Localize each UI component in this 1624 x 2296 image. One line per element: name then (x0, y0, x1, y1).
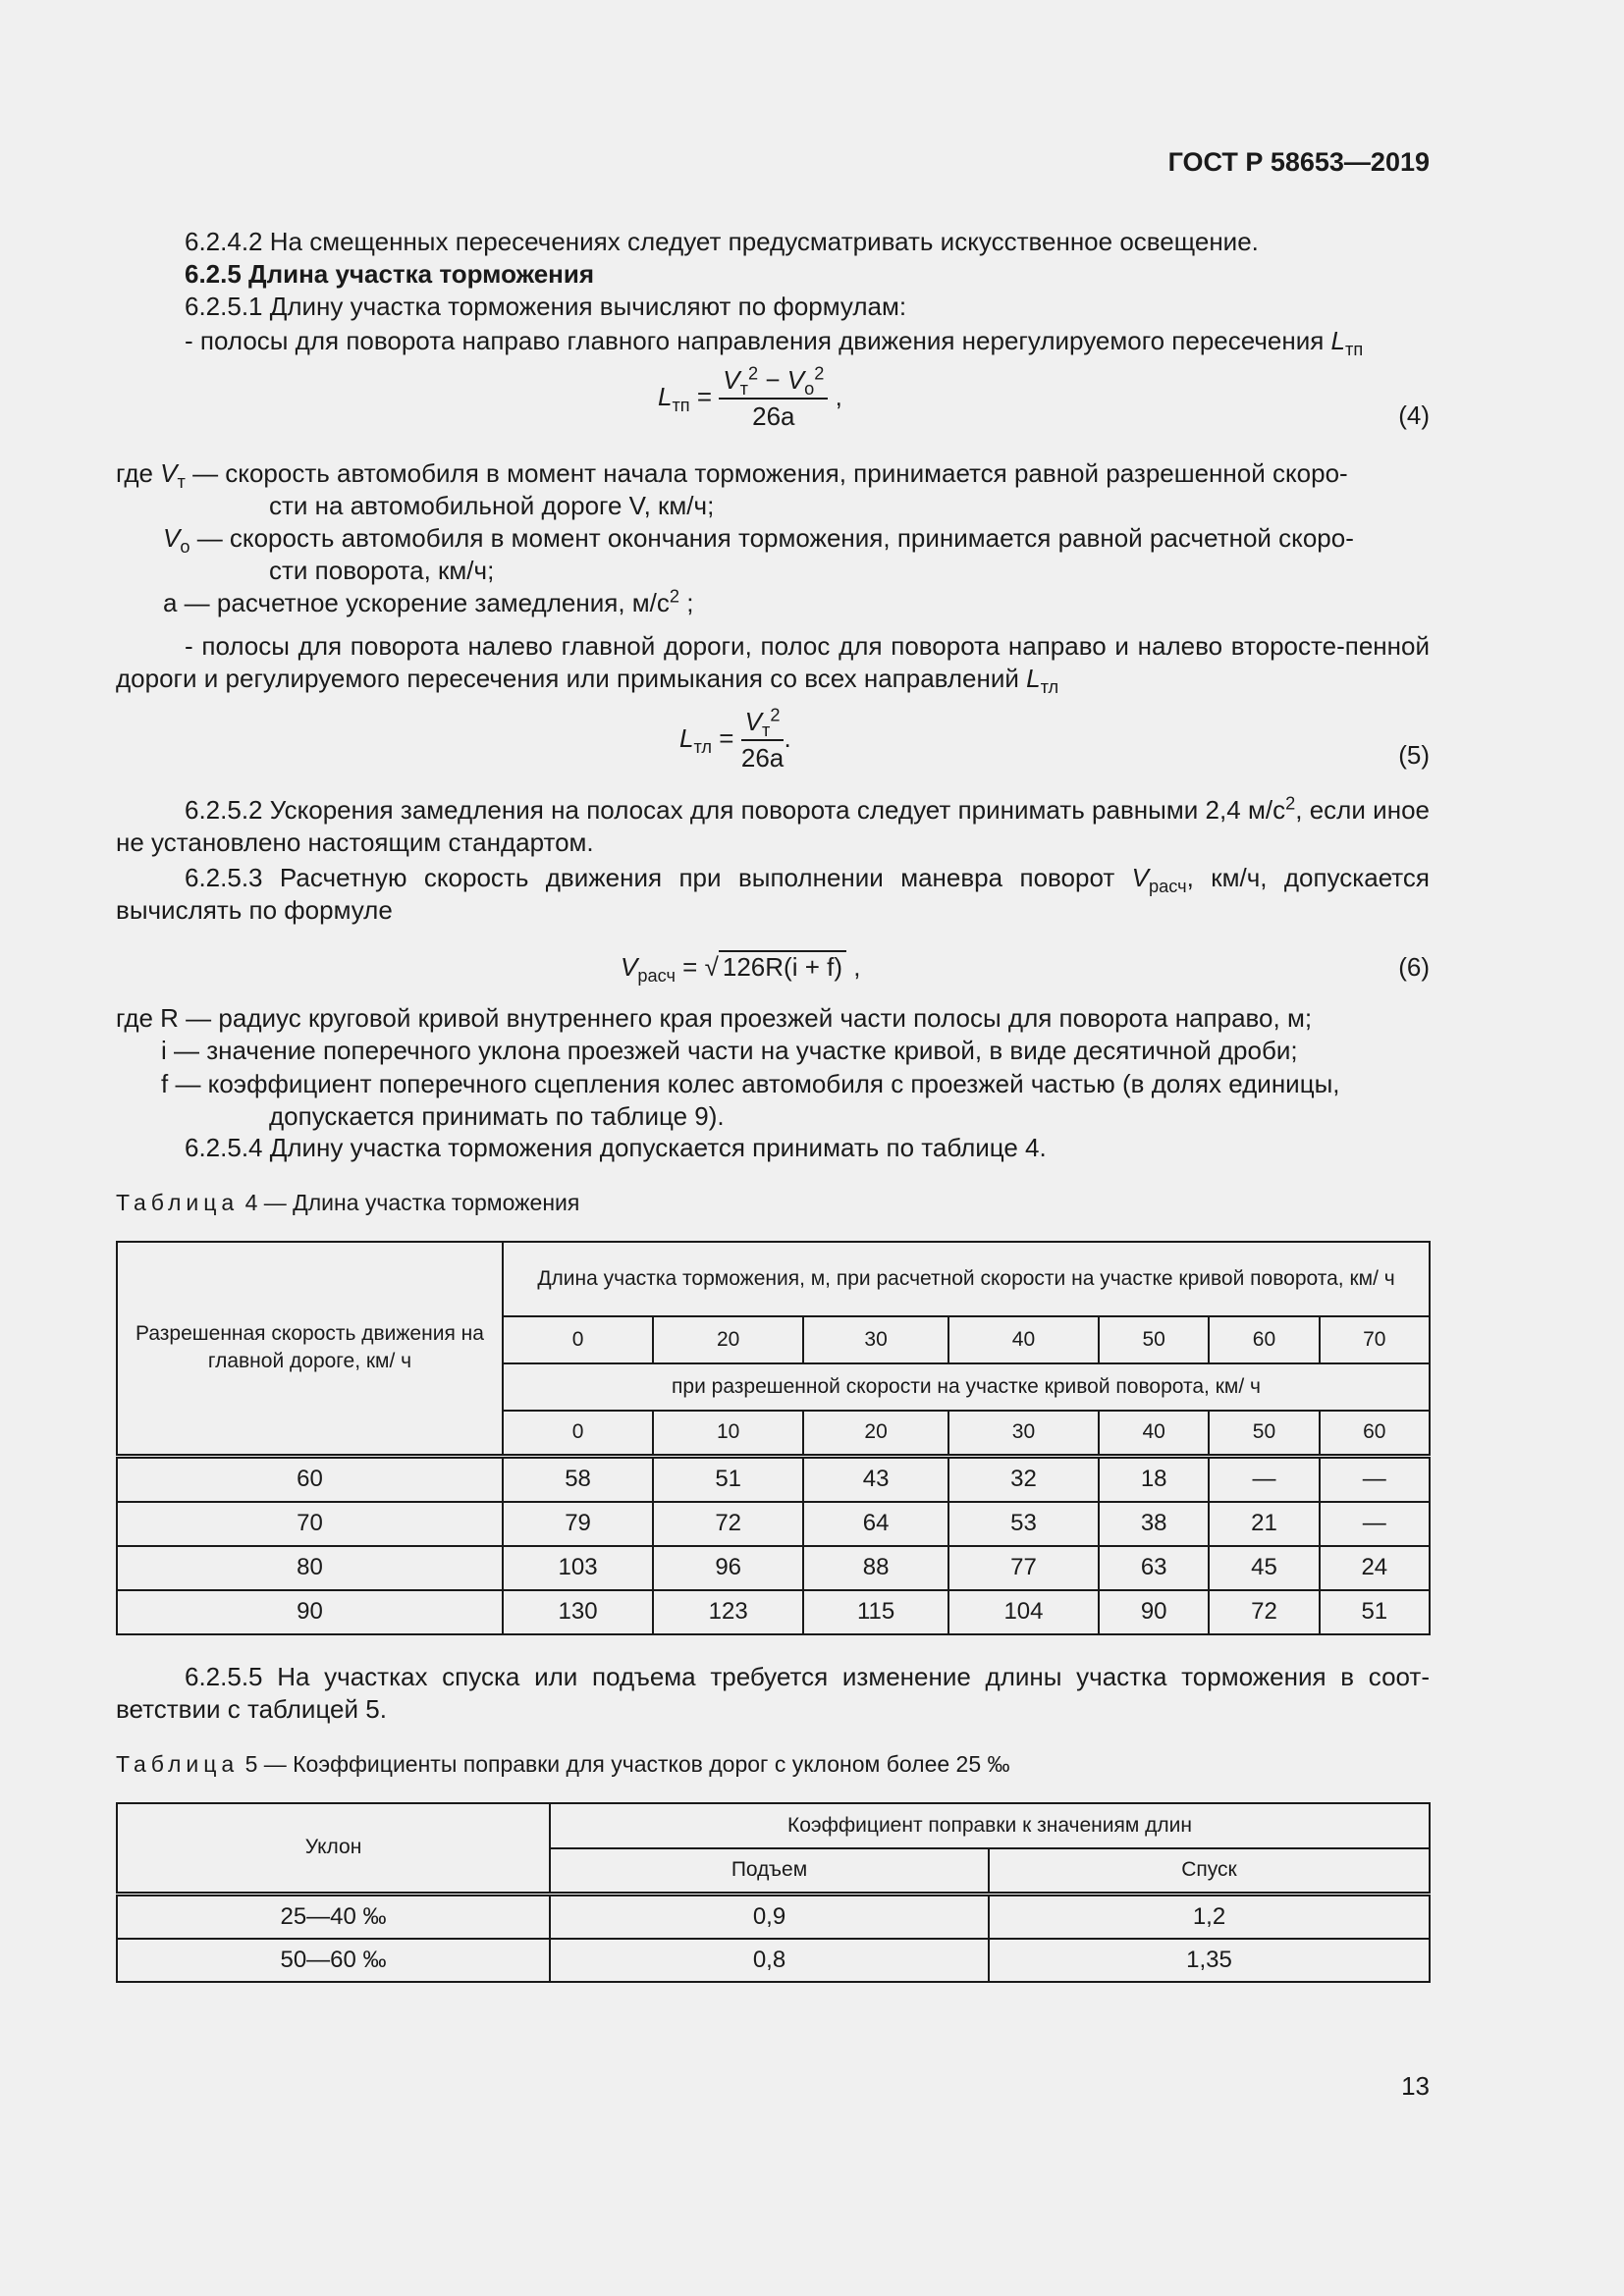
formula-6-number: (6) (1398, 952, 1430, 982)
table-cell: 18 (1099, 1456, 1209, 1502)
table-row (117, 1590, 1430, 1634)
table-4-speed-b: 10 (653, 1411, 803, 1456)
table-4-speed-b: 20 (803, 1411, 948, 1456)
formula-4-number: (4) (1398, 400, 1430, 430)
formula-5-number: (5) (1398, 740, 1430, 770)
table-cell: 80 (117, 1546, 503, 1590)
radicand: 126R(i + f) (719, 950, 846, 983)
table-cell: 77 (948, 1546, 1099, 1590)
table-cell: 45 (1209, 1546, 1319, 1590)
table-4-speed-a: 70 (1320, 1316, 1430, 1363)
table-row (117, 1456, 1430, 1502)
table-cell: 90 (117, 1590, 503, 1634)
table-4-speed-a: 50 (1099, 1316, 1209, 1363)
bullet-right-turn-main: - полосы для поворота направо главного направления движения нерегулируемого пересечения $L_{тп}$ (185, 326, 1364, 360)
where-vt: где $V_т$ — скорость автомобиля в момент начала торможения, принимается равной разрешенной скоро- сти на автомобильной дороге V, км/ч; (116, 458, 1348, 520)
table-5-caption: Таблица 5 — Коэффициенты поправки для участков дорог с уклоном более 25 ‰ (116, 1751, 1010, 1777)
table-cell: 72 (653, 1502, 803, 1546)
table-cell: 123 (653, 1590, 803, 1634)
table-cell: 90 (1099, 1590, 1209, 1634)
formula-6: $V_{расч}$ = √ 126R(i + f) , (621, 952, 861, 987)
table-row (117, 1546, 1430, 1590)
table-cell: 24 (1320, 1546, 1430, 1590)
table-cell: 38 (1099, 1502, 1209, 1546)
table-4-speed-a: 30 (803, 1316, 948, 1363)
table-cell: 60 (117, 1456, 503, 1502)
table-cell: 96 (653, 1546, 803, 1590)
table-cell: 32 (948, 1456, 1099, 1502)
table-row (117, 1894, 1430, 1939)
table-cell: 43 (803, 1456, 948, 1502)
table-cell: 64 (803, 1502, 948, 1546)
table-cell: 1,2 (989, 1894, 1430, 1939)
bullet-left-turn: - полосы для поворота налево главной дороги, полос для поворота направо и налево второсте-пенной дороги и регулируемого пересечения или примыкания со всех направлений $L_{тл}$ (116, 631, 1430, 698)
table-cell: 51 (653, 1456, 803, 1502)
table-cell: 21 (1209, 1502, 1319, 1546)
table-4-speed-b: 40 (1099, 1411, 1209, 1456)
para-6-2-5-2: 6.2.5.2 Ускорения замедления на полосах для поворота следует принимать равными 2,4 $м/с^2$, если иное не установлено настоящим стандартом. (116, 793, 1430, 857)
page-number: 13 (1401, 2071, 1430, 2101)
table-5-col-descent: Спуск (989, 1848, 1430, 1894)
where-r: где R — радиус круговой кривой внутреннего края проезжей части полосы для поворота направо, м; (116, 1003, 1313, 1033)
table-cell: 1,35 (989, 1939, 1430, 1982)
para-6-2-5-3: 6.2.5.3 Расчетную скорость движения при выполнении маневра поворот $V_{расч}$, км/ч, допускается вычислять по формуле (116, 863, 1431, 925)
table-5 (116, 1802, 1431, 1983)
where-i: i — значение поперечного уклона проезжей части на участке кривой, в виде десятичной дроби; (161, 1036, 1298, 1065)
table-4-mid-header: при разрешенной скорости на участке кривой поворота, км/ ч (503, 1363, 1430, 1411)
table-cell: — (1320, 1456, 1430, 1502)
table-cell: 50—60 ‰ (117, 1939, 550, 1982)
table-cell: 63 (1099, 1546, 1209, 1590)
table-cell: 51 (1320, 1590, 1430, 1634)
formula-5: $L_{тл}$ = $\frac{V_т^2}{26a}$ . (679, 705, 791, 773)
table-cell: 53 (948, 1502, 1099, 1546)
table-4-row-header: Разрешенная скорость движения на главной дороге, км/ ч (117, 1242, 503, 1456)
section-heading-6-2-5: 6.2.5 Длина участка торможения (185, 259, 595, 289)
table-cell: 79 (503, 1502, 653, 1546)
table-cell: — (1320, 1502, 1430, 1546)
table-4-speed-a: 60 (1209, 1316, 1319, 1363)
table-cell: — (1209, 1456, 1319, 1502)
table-4-speed-a: 20 (653, 1316, 803, 1363)
table-cell: 88 (803, 1546, 948, 1590)
table-4-speed-a: 0 (503, 1316, 653, 1363)
table-cell: 104 (948, 1590, 1099, 1634)
table-cell: 25—40 ‰ (117, 1894, 550, 1939)
table-cell: 0,9 (550, 1894, 989, 1939)
table-cell: 70 (117, 1502, 503, 1546)
table-4-speed-b: 60 (1320, 1411, 1430, 1456)
where-a: а — расчетное ускорение замедления, $м/с^2$ ; (163, 586, 694, 617)
formula-4: $L_{тп}$ = $\frac{V_т^2 - V_о^2}{26a}$ , (658, 363, 842, 431)
table-4 (116, 1241, 1431, 1635)
document-code: ГОСТ Р 58653—2019 (1167, 147, 1430, 177)
table-row (117, 1939, 1430, 1982)
table-4-speed-b: 50 (1209, 1411, 1319, 1456)
table-cell: 130 (503, 1590, 653, 1634)
table-5-col-ascent: Подъем (550, 1848, 989, 1894)
table-5-col-slope: Уклон (117, 1803, 550, 1894)
table-cell: 72 (1209, 1590, 1319, 1634)
table-cell: 0,8 (550, 1939, 989, 1982)
para-6-2-4-2: 6.2.4.2 На смещенных пересечениях следует предусматривать искусственное освещение. (185, 227, 1259, 256)
para-6-2-5-1: 6.2.5.1 Длину участка торможения вычисляют по формулам: (185, 292, 907, 321)
table-row (117, 1502, 1430, 1546)
para-6-2-5-5: 6.2.5.5 На участках спуска или подъема требуется изменение длины участка торможения в соот-ветствии с таблицей 5. (116, 1662, 1430, 1724)
table-4-caption: Таблица 4 — Длина участка торможения (116, 1190, 580, 1215)
table-4-speed-b: 30 (948, 1411, 1099, 1456)
table-5-group-header: Коэффициент поправки к значениям длин (550, 1803, 1430, 1848)
where-vo: $V_о$ — скорость автомобиля в момент окончания торможения, принимается равной расчетной скоро- сти поворота, км/ч; (163, 523, 1354, 585)
table-cell: 103 (503, 1546, 653, 1590)
table-4-group-header: Длина участка торможения, м, при расчетной скорости на участке кривой поворота, км/ ч (503, 1242, 1430, 1316)
table-cell: 58 (503, 1456, 653, 1502)
where-f: f — коэффициент поперечного сцепления колес автомобиля с проезжей частью (в долях единицы, допускается принимать по таблице 9). (161, 1069, 1340, 1131)
para-6-2-5-4: 6.2.5.4 Длину участка торможения допускается принимать по таблице 4. (185, 1133, 1047, 1162)
table-cell: 115 (803, 1590, 948, 1634)
table-4-speed-a: 40 (948, 1316, 1099, 1363)
table-4-speed-b: 0 (503, 1411, 653, 1456)
